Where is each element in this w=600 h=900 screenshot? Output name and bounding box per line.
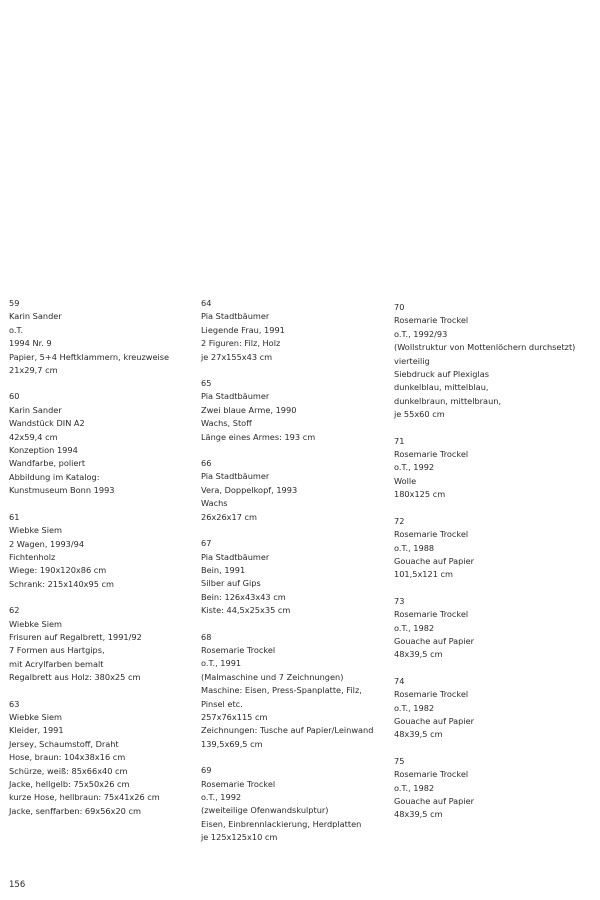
entry-detail-line: Eisen, Einbrennlackierung, Herdplatten [201, 818, 362, 829]
entry-detail-line: kurze Hose, hellbraun: 75x41x26 cm [9, 792, 160, 803]
catalog-entry [394, 515, 594, 582]
entry-detail-line: Vera, Doppelkopf, 1993 [201, 484, 298, 495]
entry-detail-line: vierteilig [394, 355, 430, 366]
catalog-entry [394, 595, 594, 662]
entry-detail-line: Wandstück DIN A2 [9, 418, 85, 429]
entry-artist: Karin Sander [9, 311, 62, 322]
entry-detail-line: 101,5x121 cm [394, 569, 453, 580]
entry-detail-line: o.T., 1991 [201, 658, 242, 669]
catalog-entry [201, 764, 386, 844]
entry-detail-line: 180x125 cm [394, 489, 446, 500]
catalog-entry [201, 377, 386, 444]
entry-number: 59 [9, 298, 20, 308]
entry-detail-line: 257x76x115 cm [201, 711, 268, 722]
entry-detail-line: 139,5x69,5 cm [201, 738, 263, 749]
catalog-entry [9, 390, 194, 497]
entry-detail-line: Schrank: 215x140x95 cm [9, 578, 115, 589]
entry-detail-line: Pinsel etc. [201, 698, 243, 709]
catalog-entry [201, 297, 386, 364]
catalog-entry [201, 457, 386, 524]
entry-number: 73 [394, 595, 405, 606]
catalog-entry [394, 675, 594, 742]
entry-detail-line: Siebdruck auf Plexiglas [394, 369, 489, 380]
entry-detail-line: Jacke, hellgelb: 75x50x26 cm [9, 779, 130, 789]
entry-detail-line: je 125x125x10 cm [201, 832, 278, 843]
entry-detail-line: Wachs, Stoff [201, 418, 252, 429]
entry-detail-line: 7 Formen aus Hartgips, [9, 645, 105, 656]
entry-detail-line: Abbildung im Katalog: [9, 471, 100, 482]
entry-detail-line: Zwei blaue Arme, 1990 [201, 404, 297, 415]
entry-number: 68 [201, 631, 212, 642]
entry-artist: Rosemarie Trockel [201, 778, 276, 789]
entry-detail-line: dunkelbraun, mittelbraun, [394, 395, 502, 406]
entry-artist: Rosemarie Trockel [394, 769, 469, 780]
entry-detail-line: o.T., 1982 [394, 782, 435, 793]
entry-detail-line: Wolle [394, 475, 417, 486]
catalog-entry [9, 698, 194, 819]
entry-detail-line: o.T. [9, 324, 24, 335]
entry-detail-line: 2 Figuren: Filz, Holz [201, 338, 281, 349]
entry-detail-line: 48x39,5 cm [394, 649, 443, 660]
entry-detail-line: (zweiteilige Ofenwandskulptur) [201, 805, 329, 816]
catalog-entry [394, 755, 594, 822]
entry-detail-line: Silber auf Gips [201, 578, 261, 589]
entry-detail-line: Wandfarbe, poliert [9, 458, 86, 469]
catalog-entry [9, 604, 194, 684]
entry-detail-line: Länge eines Armes: 193 cm [201, 431, 316, 442]
catalog-entry [201, 537, 386, 617]
entry-detail-line: (Malmaschine und 7 Zeichnungen) [201, 671, 344, 682]
entry-detail-line: 48x39,5 cm [394, 809, 443, 820]
catalog-entry [394, 435, 594, 502]
catalog-entry [201, 631, 386, 752]
entry-number: 66 [201, 458, 212, 469]
entry-detail-line: (Wollstruktur von Mottenlöchern durchsetzt) [394, 342, 576, 353]
catalog-column-2 [201, 297, 386, 858]
entry-artist: Karin Sander [9, 404, 62, 415]
entry-artist: Wiebke Siem [9, 525, 62, 536]
entry-detail-line: o.T., 1992 [394, 462, 435, 473]
entry-number: 62 [9, 605, 20, 616]
entry-detail-line: Papier, 5+4 Heftklammern, kreuzweise [9, 351, 170, 362]
entry-number: 64 [201, 298, 212, 308]
entry-number: 75 [394, 755, 405, 766]
entry-artist: Pia Stadtbäumer [201, 391, 270, 402]
entry-detail-line: Fichtenholz [9, 551, 56, 562]
entry-detail-line: mit Acrylfarben bemalt [9, 658, 104, 669]
entry-detail-line: o.T., 1992/93 [394, 328, 448, 339]
entry-detail-line: Regalbrett aus Holz: 380x25 cm [9, 672, 141, 683]
entry-artist: Rosemarie Trockel [394, 609, 469, 620]
entry-detail-line: 2 Wagen, 1993/94 [9, 538, 85, 549]
entry-detail-line: Bein, 1991 [201, 564, 246, 575]
entry-detail-line: Zeichnungen: Tusche auf Papier/Leinwand [201, 725, 374, 736]
entry-detail-line: Frisuren auf Regalbrett, 1991/92 [9, 631, 142, 642]
entry-detail-line: Bein: 126x43x43 cm [201, 591, 286, 602]
entry-detail-line: Konzeption 1994 [9, 445, 78, 456]
entry-detail-line: Hose, braun: 104x38x16 cm [9, 752, 126, 763]
entry-artist: Rosemarie Trockel [394, 689, 469, 700]
entry-detail-line: Kiste: 44,5x25x35 cm [201, 605, 291, 616]
entry-detail-line: 42x59,4 cm [9, 431, 58, 442]
entry-number: 74 [394, 675, 405, 686]
entry-detail-line: o.T., 1992 [201, 792, 242, 802]
catalog-column-1 [9, 297, 194, 831]
entry-number: 71 [394, 435, 405, 446]
entry-detail-line: Jacke, senffarben: 69x56x20 cm [9, 805, 141, 816]
entry-detail-line: je 55x60 cm [394, 409, 445, 420]
entry-detail-line: Liegende Frau, 1991 [201, 324, 285, 335]
entry-artist: Pia Stadtbäumer [201, 471, 270, 482]
entry-artist: Rosemarie Trockel [394, 449, 469, 460]
entry-detail-line: Wachs [201, 498, 228, 509]
entry-number: 63 [9, 698, 20, 709]
entry-detail-line: Jersey, Schaumstoff, Draht [9, 738, 119, 749]
entry-artist: Wiebke Siem [9, 711, 62, 722]
entry-detail-line: 21x29,7 cm [9, 365, 58, 376]
entry-number: 69 [201, 765, 212, 776]
entry-detail-line: o.T., 1982 [394, 702, 435, 713]
entry-detail-line: Gouache auf Papier [394, 796, 475, 806]
entry-detail-line: 48x39,5 cm [394, 729, 443, 740]
entry-artist: Rosemarie Trockel [394, 529, 469, 540]
entry-detail-line: dunkelblau, mittelblau, [394, 382, 489, 393]
catalog-entry [9, 511, 194, 591]
entry-detail-line: Schürze, weiß: 85x66x40 cm [9, 765, 128, 776]
entry-artist: Wiebke Siem [9, 618, 62, 629]
entry-detail-line: je 27x155x43 cm [201, 351, 273, 362]
entry-number: 72 [394, 515, 405, 526]
entry-artist: Rosemarie Trockel [201, 644, 276, 655]
entry-number: 61 [9, 511, 20, 522]
entry-detail-line: Gouache auf Papier [394, 715, 475, 726]
catalog-entry [394, 301, 594, 422]
entry-number: 60 [9, 391, 20, 402]
entry-number: 65 [201, 378, 212, 389]
catalog-column-3 [394, 301, 594, 835]
entry-detail-line: 26x26x17 cm [201, 511, 258, 522]
entry-detail-line: Wiege: 190x120x86 cm [9, 565, 107, 576]
entry-detail-line: o.T., 1982 [394, 622, 435, 633]
page-number: 156 [9, 880, 26, 890]
entry-detail-line: Kleider, 1991 [9, 725, 64, 736]
entry-detail-line: Maschine: Eisen, Press-Spanplatte, Filz, [201, 685, 362, 696]
entry-artist: Pia Stadtbäumer [201, 551, 270, 562]
catalog-entry [9, 297, 194, 377]
entry-detail-line: Kunstmuseum Bonn 1993 [9, 485, 115, 496]
entry-artist: Pia Stadtbäumer [201, 311, 270, 322]
entry-detail-line: o.T., 1988 [394, 542, 435, 553]
entry-number: 70 [394, 302, 405, 312]
entry-artist: Rosemarie Trockel [394, 315, 469, 326]
entry-detail-line: 1994 Nr. 9 [9, 338, 52, 349]
entry-number: 67 [201, 538, 212, 549]
entry-detail-line: Gouache auf Papier [394, 635, 475, 646]
entry-detail-line: Gouache auf Papier [394, 555, 475, 566]
